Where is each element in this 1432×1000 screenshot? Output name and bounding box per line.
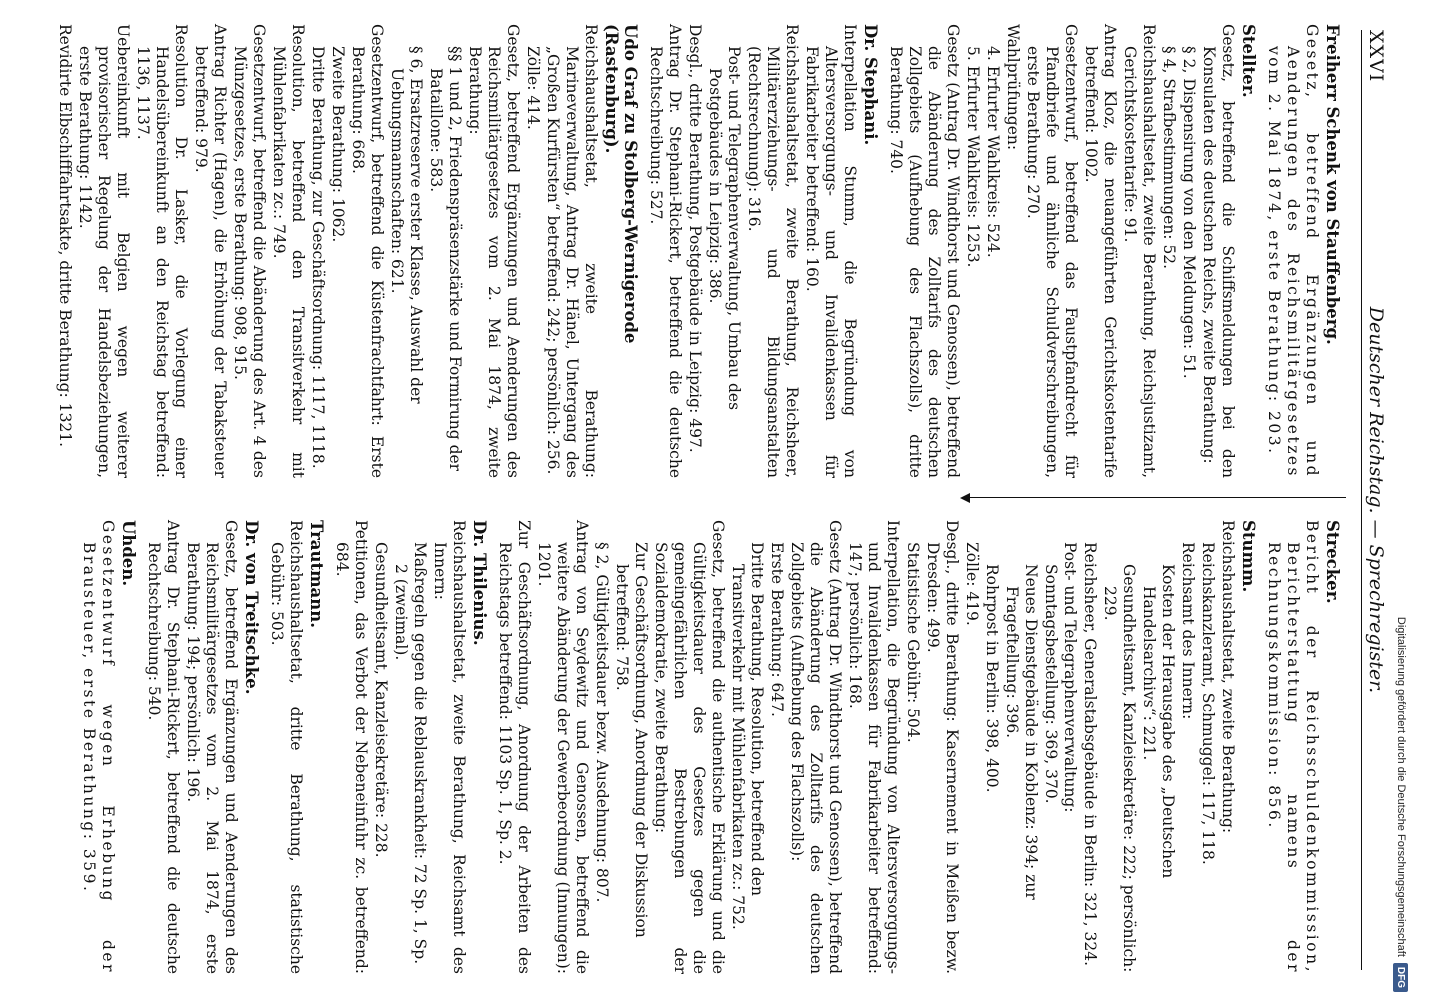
register-entry: Antrag Kloz, die neuangeführten Gerichtskostentarife betreffend: 1002. [1082, 24, 1119, 478]
register-entry: Gesetzentwurf, betreffend die Küstenfrachtfahrt: Erste Berathung: 668. [349, 24, 386, 478]
register-entry: Antrag Dr. Stephani-Rickert, betreffend die deutsche Rechtschreibung: 527. [647, 24, 684, 478]
speaker-name: Freiherr Schenk von Stauffenberg. [1323, 24, 1342, 345]
register-subentry: Dritte Berathung, Resolution, betreffend den Transitverkehr mit Mühlenfabrikaten zc.: 752. [729, 542, 766, 930]
speaker-name: Dr. von Treitschke. [242, 520, 261, 695]
register-entry: Uebereinkunft mit Belgien wegen weiterer provisorischer Regelung der Handelsbeziehungen, erste Berathung: 1142. [76, 24, 132, 478]
register-entry: Gesetz, betreffend die authentische Erklärung und die Gültigkeitsdauer des Gesetzes gegen die gemeingefährlichen Bestrebungen der Sozialdemokratie, zweite Berathung: [652, 520, 727, 974]
register-entry: Reichshaushaltsetat, zweite Berathung: [1219, 520, 1237, 834]
register-subentry: Rohrpost in Berlin: 398, 400. [983, 564, 1001, 793]
register-entry: Petitionen, das Verbot der Nebeneinfuhr zc. betreffend: 684. [333, 520, 370, 974]
speaker-name: Strecker. [1323, 520, 1342, 604]
register-entry: Gesetz, betreffend Ergänzungen und Aenderungen des Reichsmilitärgesetzes vom 2. Mai 1874, erste Berathung: 203. [1265, 24, 1321, 478]
register-entry: Antrag von Seydewitz und Genossen, betreffend die weitere Abänderung der Gewerbeordnung (Innungen): 1201. [535, 520, 591, 974]
register-subentry: Zölle: 414. [524, 46, 542, 130]
page-number: XXVI [1365, 30, 1387, 83]
register-subentry: 4. Erfurter Wahlkreis: 524. [984, 46, 1002, 258]
speaker-name: Stumm. [1239, 520, 1258, 593]
running-title: Deutscher Reichstag. — Sprechregister. [1365, 306, 1387, 694]
register-subentry: Reichsamt des Innern: [1179, 542, 1197, 720]
speaker-name: Uhden. [119, 520, 138, 587]
register-entry: Reichshaushaltsetat, zweite Berathung: Marineverwaltung, Antrag Dr. Hänel, Untergang des „Großen Kurfürsten“ betreffend: 242; persönlich: 256. [544, 24, 600, 478]
speaker-name: Dr. Stephani. [861, 24, 880, 146]
register-entry: Desgl., dritte Berathung, Postgebäude in Leipzig: 497. [686, 24, 704, 453]
register-subentry: Gesundheitsamt, Kanzleisekretäre: 222; persönlich: 229. [1101, 564, 1138, 973]
register-subentry: § 2, Gültigkeitsdauer bezw. Ausdehnung: 807. [593, 542, 611, 903]
register-subentry: § 4, Strafbestimmungen: 52. [1160, 46, 1178, 270]
register-entry: Reichshaushaltsetat, dritte Berathung, statistische Gebühr: 503. [268, 520, 305, 974]
register-subentry: § 2, Dispensirung von den Meldungen: 51. [1180, 46, 1198, 379]
dfg-logo: DFG [1394, 963, 1409, 992]
register-subentry: 5. Erfurter Wahlkreis: 1253. [964, 46, 982, 268]
register-entry: Gesetzentwurf, betreffend die Abänderung des Art. 4 des Münzgesetzes, erste Berathung: 908, 915. [231, 24, 268, 478]
register-subentry: Zweite Berathung: 1062. [329, 46, 347, 243]
register-subentry: Neues Dienstgebäude in Koblenz: 394; zur Frageftellung: 396. [1003, 564, 1040, 900]
register-subentry: Maßregeln gegen die Reblauskrankheit: 72 Sp. 1, Sp. 2 (zweimal). [392, 542, 429, 965]
register-entry: Desgl., dritte Berathung: Kasernement in Meißen bezw. Dresden: 499. [924, 520, 961, 974]
register-subentry: Kosten der Herausgabe des „Deutschen Handelsarchivs“: 221. [1140, 564, 1177, 879]
register-entry: Antrag Dr. Stephani-Rickert, betreffend die deutsche Rechtschreibung: 540. [145, 520, 182, 974]
register-subentry: Post- und Telegraphenverwaltung, Umbau des Postgebäudes in Leipzig: 386. [706, 46, 743, 411]
register-subentry: § 6, Ersatzreserve erster Klasse, Auswahl der Uebungsmannschaften: 621. [388, 46, 425, 404]
register-entry: Gesetzentwurf, betreffend das Faustpfandrecht für Pfandbriefe und ähnliche Schuldverschreibungen, erste Berathung: 270. [1024, 24, 1080, 478]
register-entry: Reichshaushaltsetat, zweite Berathung, Reichsjustizamt, Gerichtskostentarife: 91. [1121, 24, 1158, 478]
register-entry: Gesetz, betreffend Ergänzungen und Aenderungen des Reichsmilitärgesetzes vom 2. Mai 1874, zweite Berathung: [466, 24, 522, 478]
register-subentry: Gesundheitsamt, Kanzleisekretäre: 228. [372, 542, 390, 858]
left-column [54, 24, 1348, 478]
register-subentry: Reichskanzleramt, Schmuggel: 117, 118. [1199, 542, 1217, 865]
register-subentry: Post- und Telegraphenverwaltung: Sonntagsbestellung: 369, 370. [1042, 542, 1079, 813]
credit-text: Digitalisierung gefördert durch die Deutsche Forschungsgemeinschaft [1395, 616, 1407, 957]
register-entry: Gesetz, betreffend Ergänzungen und Aenderungen des Reichsmilitärgesetzes vom 2. Mai 1874, erste Berathung: 194; persönlich: 196. [184, 520, 240, 974]
register-subentry: Zölle: 419. [963, 542, 981, 626]
register-entry: Reichshaushaltsetat, zweite Berathung, Reichsheer, Militärerziehungs- und Bildungsanstalten (Rechtsrechnung): 316. [745, 24, 801, 478]
digitization-credit [1384, 8, 1418, 992]
register-entry: Antrag Richter (Hagen), die Erhöhung der Tabaksteuer betreffend: 979. [192, 24, 229, 478]
register-entry: Bericht der Reichsschuldenkommission, Berichterstattung namens der Rechnungskommission: 856. [1265, 520, 1321, 974]
register-entry: Resolution, betreffend den Transitverkehr mit Mühlenfabrikaten zc.: 749. [270, 24, 307, 478]
speaker-name: Trautmann. [307, 520, 326, 628]
register-subentry: Zur Geschäftsordnung, Anordnung der Diskussion betreffend: 758. [613, 542, 650, 938]
register-entry: Interpellation Stumm, die Begründung von Altersversorgungs- und Invalidenkassen für Fabrikarbeiter betreffend: 160. [803, 24, 859, 478]
register-entry: Gesetzentwurf wegen Erhebung der Brausteuer, erste Berathung: 359. [80, 520, 117, 974]
right-column [78, 520, 1348, 974]
register-entry: Gesetz, betreffend die Schiffsmeldungen bei den Konsulaten des deutschen Reichs, zweite Berathung: [1200, 24, 1237, 478]
register-subentry: §§ 1 und 2, Friedenspräsenzstärke und Formirung der Bataillone: 583. [427, 46, 464, 472]
speaker-name: Udo Graf zu Stolberg-Wernigerode (Rastenburg). [602, 24, 640, 344]
register-subentry: Dritte Berathung, zur Geschäftsordnung: 1117, 1118. [309, 46, 327, 469]
register-subentry: Reichsheer, Generalstabsgebäude in Berlin: 321, 324. [1081, 542, 1099, 967]
register-entry: Wahlprüfungen: [1004, 24, 1022, 151]
speaker-name: Stellter. [1239, 24, 1258, 98]
register-subentry: Erste Berathung: 647. [768, 542, 786, 717]
register-entry: Gesetz (Antrag Dr. Windthorst und Genossen), betreffend die Abänderung des Zolltarifs des deutschen Zollgebiets (Aufhebung des Flachszolls): [788, 520, 844, 974]
register-entry: Gesetz (Antrag Dr. Windthorst und Genossen), betreffend die Abänderung des Zolltarifs des deutschen Zollgebiets (Aufhebung des Flachszolls), dritte Berathung: 740. [887, 24, 962, 478]
column-marker [960, 493, 970, 503]
register-entry: Revidirte Elbschifffahrtsakte, dritte Berathung: 1321. [56, 24, 74, 448]
register-entry: Reichshaushaltsetat, zweite Berathung, Reichsamt des Innern: [431, 520, 468, 974]
column-divider [966, 497, 1346, 498]
register-subentry: Statistische Gebühr: 504. [904, 542, 922, 743]
speaker-name: Dr. Thilenius. [470, 520, 489, 646]
register-entry: Zur Geschäftsordnung, Anordnung der Arbeiten des Reichstags betreffend: 1103 Sp. 1, Sp. 2. [496, 520, 533, 974]
register-entry: Resolution Dr. Lasker, die Vorlegung einer Handelsübereinkunft an den Reichstag betreffend: 1136, 1137. [134, 24, 190, 478]
register-entry: Interpellation, die Begründung von Altersversorgungs- und Invalidenkassen für Fabrikarbeiter betreffend: 147; persönlich: 168. [846, 520, 902, 974]
